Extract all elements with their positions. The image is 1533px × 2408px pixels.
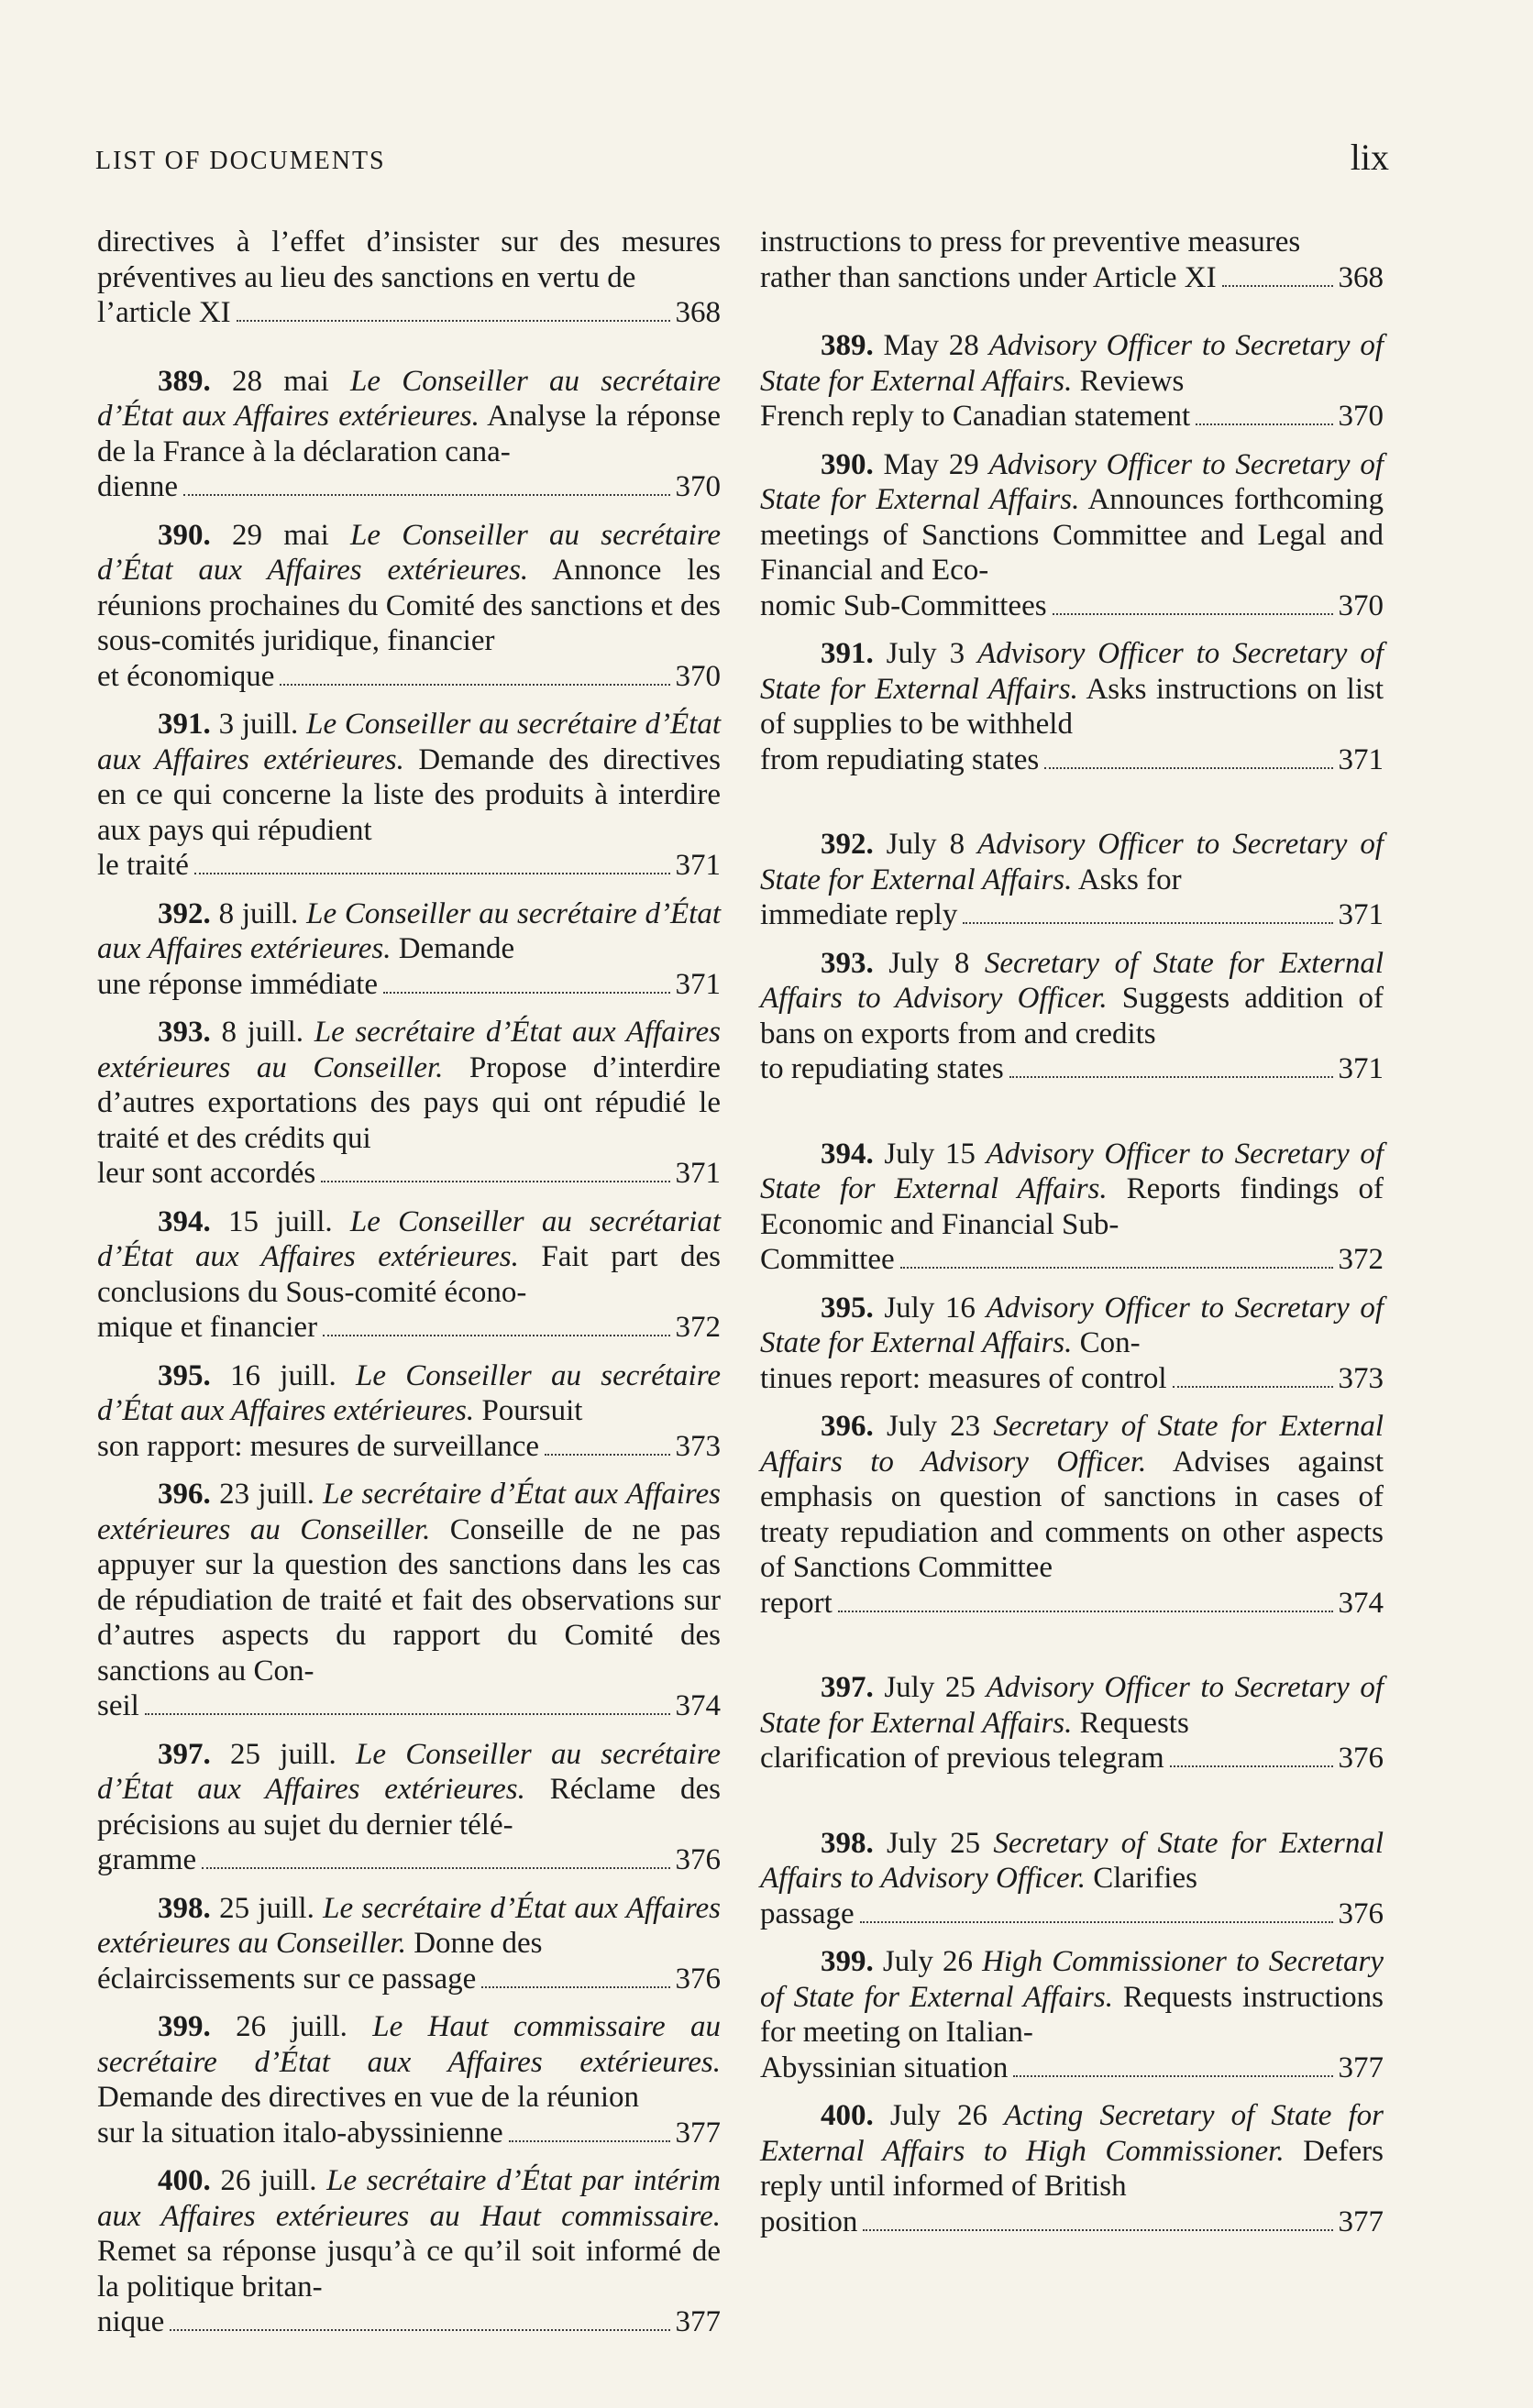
dot-leader	[1053, 613, 1333, 615]
entry-correspondents: Advisory Officer to Secretary of State for External Affairs.	[760, 637, 1384, 706]
list-entry	[760, 1291, 1384, 1397]
entry-last-line	[760, 588, 1384, 624]
entry-correspondents: High Commissioner to Secretary of State for External Affairs.	[760, 1945, 1384, 2014]
entry-date: 29 mai	[232, 518, 329, 552]
entry-page-number: 377	[1338, 2051, 1384, 2084]
entry-number: 394.	[821, 1137, 874, 1171]
entry-correspondents: Le Conseiller au secrétaire d’État aux Affaires extérieures.	[97, 1737, 721, 1806]
entry-last-line	[97, 848, 721, 884]
entry-summary: Remet sa réponse jusqu’à ce qu’il soit informé de la politique britan-	[97, 2235, 721, 2304]
dot-leader	[545, 1454, 669, 1456]
entry-correspondents: Le secrétaire d’État par intérim aux Affaires extérieures au Haut commissaire.	[97, 2164, 721, 2233]
entry-summary-end: passage	[760, 1897, 855, 1930]
entry-page-number: 371	[675, 849, 721, 882]
dot-leader	[1222, 285, 1333, 287]
entry-date: 25 juill.	[219, 1891, 314, 1925]
dot-leader	[170, 2329, 669, 2331]
entry-correspondents: Advisory Officer to Secretary of State for External Affairs.	[760, 329, 1384, 398]
list-entry	[97, 1891, 721, 1997]
list-entry	[760, 636, 1384, 777]
dot-leader	[1044, 767, 1332, 769]
list-entry	[97, 364, 721, 505]
entry-correspondents: Advisory Officer to Secretary of State for External Affairs.	[760, 828, 1384, 896]
dot-leader	[145, 1713, 670, 1715]
entry-summary-end: et économique	[97, 659, 275, 693]
entry-page-number: 371	[1338, 1052, 1384, 1085]
entry-number: 390.	[158, 518, 211, 552]
page-number: lix	[1350, 137, 1389, 178]
entry-page-number: 377	[675, 2305, 721, 2338]
entry-last-line	[97, 295, 721, 331]
entry-last-line	[760, 742, 1384, 778]
entry-number: 392.	[821, 828, 874, 861]
list-entry	[97, 1477, 721, 1724]
entry-correspondents: Le secrétaire d’État aux Affaires extérieures au Conseiller.	[97, 1016, 721, 1084]
entry-date: 16 juill.	[230, 1358, 336, 1392]
dot-leader	[194, 873, 670, 874]
entry-correspondents: Le secrétaire d’État aux Affaires extérieures au Conseiller.	[97, 1891, 721, 1960]
entry-summary: Demande	[398, 932, 515, 965]
entry-last-line	[97, 1429, 721, 1465]
entry-last-line	[760, 1741, 1384, 1776]
entry-page-number: 377	[675, 2116, 721, 2150]
entry-summary-end: le traité	[97, 849, 189, 882]
entry-summary-end: Abyssinian situation	[760, 2051, 1009, 2084]
entry-last-line	[97, 1156, 721, 1192]
entry-summary-end: son rapport: mesures de surveillance	[97, 1429, 540, 1463]
dot-leader	[280, 684, 669, 686]
dot-leader	[481, 1986, 669, 1988]
list-entry	[760, 1137, 1384, 1278]
entry-correspondents: Le Conseiller au secrétaire d’État aux Affaires extérieures.	[97, 518, 722, 587]
entry-summary-end: report	[760, 1586, 833, 1620]
entry-page-number: 376	[1338, 1897, 1384, 1930]
entry-last-line	[97, 659, 721, 695]
list-entry	[760, 1409, 1384, 1621]
french-column	[97, 225, 721, 2340]
entry-page-number: 371	[675, 1157, 721, 1190]
list-entry	[760, 1944, 1384, 2085]
dot-leader	[321, 1181, 669, 1182]
entry-date: 23 juill.	[219, 1478, 314, 1511]
entry-date: 26 juill.	[236, 2010, 347, 2043]
entry-date: May 28	[883, 329, 979, 362]
entry-number: 396.	[821, 1410, 874, 1443]
entry-last-line	[760, 1051, 1384, 1087]
entry-last-line	[760, 260, 1384, 296]
entry-summary: Demande des directives en vue de la réunion	[97, 2081, 640, 2114]
entry-last-line	[97, 1842, 721, 1878]
dot-leader	[323, 1335, 669, 1336]
entry-number: 391.	[821, 637, 874, 670]
entry-date: July 26	[889, 2099, 987, 2132]
entry-summary: Reviews	[1079, 364, 1185, 398]
entry-page-number: 372	[675, 1311, 721, 1344]
entry-last-line	[97, 1310, 721, 1346]
entry-date: 26 juill.	[220, 2164, 317, 2197]
entry-correspondents: Advisory Officer to Secretary of State for External Affairs.	[760, 447, 1384, 516]
entry-correspondents: Le Conseiller au secrétaire d’État aux Affaires extérieures.	[97, 364, 722, 433]
entry-number: 389.	[158, 364, 211, 398]
entry-summary: Con-	[1079, 1326, 1141, 1359]
entry-summary-end: sur la situation italo-abyssinienne	[97, 2116, 503, 2150]
dot-leader	[963, 922, 1332, 924]
entry-summary-end: l’article XI	[97, 296, 231, 329]
entry-summary-end: nique	[97, 2305, 165, 2338]
entry-summary: Poursuit	[481, 1394, 583, 1427]
entry-number: 397.	[821, 1671, 874, 1704]
entry-date: July 8	[886, 828, 965, 861]
entry-page-number: 370	[1338, 400, 1384, 433]
entry-page-number: 370	[1338, 588, 1384, 622]
entry-correspondents: Le Haut commissaire au secrétaire d’État aux Affaires extérieures.	[97, 2010, 721, 2079]
entry-summary-end: rather than sanctions under Article XI	[760, 260, 1217, 294]
entry-last-line	[97, 1962, 721, 1997]
entry-summary: Defers reply until informed of British	[760, 2134, 1384, 2203]
entry-last-line	[97, 967, 721, 1003]
entry-number: 391.	[158, 708, 211, 741]
entry-summary: Announces forthcoming meetings of Sanctions Committee and Legal and Financial and Eco-	[760, 483, 1384, 587]
entry-summary-end: leur sont accordés	[97, 1157, 316, 1190]
list-entry	[97, 1737, 721, 1878]
entry-page-number: 370	[675, 659, 721, 693]
entry-page-number: 374	[1338, 1586, 1384, 1620]
entry-number: 399.	[158, 2010, 211, 2043]
dot-leader	[900, 1267, 1333, 1269]
entry-summary: Donne des	[414, 1927, 543, 1960]
entry-correspondents: Le Conseiller au secrétaire d’État aux Affaires extérieures.	[97, 896, 722, 965]
entry-summary-end: position	[760, 2205, 858, 2238]
entry-correspondents: Advisory Officer to Secretary of State for External Affairs.	[760, 1671, 1384, 1740]
entry-number: 394.	[158, 1204, 211, 1238]
entry-last-line	[97, 469, 721, 505]
list-entry	[760, 225, 1384, 295]
entry-date: July 26	[882, 1945, 973, 1978]
dot-leader	[1170, 1765, 1333, 1767]
entry-summary-end: to repudiating states	[760, 1052, 1004, 1085]
entry-correspondents: Secretary of State for External Affairs to Advisory Officer.	[760, 1410, 1384, 1479]
entry-summary: Réclame des précisions au sujet du dernier télé-	[97, 1773, 721, 1842]
entry-correspondents: Acting Secretary of State for External Affairs to High Commissioner.	[760, 2099, 1384, 2168]
entry-page-number: 373	[1338, 1361, 1384, 1395]
entry-date: July 8	[888, 946, 970, 980]
entry-summary: Fait part des conclusions du Sous-comité écono-	[97, 1240, 721, 1309]
list-entry	[97, 518, 721, 695]
list-entry	[760, 946, 1384, 1087]
entry-summary-end: immediate reply	[760, 898, 958, 931]
list-entry	[760, 447, 1384, 624]
entry-date: July 23	[886, 1410, 981, 1443]
entry-correspondents: Le Conseiller au secrétariat d’État aux Affaires extérieures.	[97, 1204, 722, 1273]
entry-summary: Advises against emphasis on question of sanctions in cases of treaty repudiation and comments on other aspects of Sanctions Committee	[760, 1445, 1384, 1584]
entry-page-number: 371	[1338, 742, 1384, 776]
dot-leader	[860, 1921, 1333, 1923]
entry-page-number: 372	[1338, 1243, 1384, 1276]
entry-correspondents: Secretary of State for External Affairs to Advisory Officer.	[760, 1826, 1384, 1895]
entry-page-number: 371	[1338, 898, 1384, 931]
entry-number: 399.	[821, 1945, 874, 1978]
list-entry	[760, 1826, 1384, 1932]
entry-summary: Requests instructions for meeting on Italian-	[760, 1980, 1384, 2049]
entry-page-number: 376	[1338, 1742, 1384, 1775]
entry-summary-end: gramme	[97, 1843, 197, 1876]
entry-date: 8 juill.	[221, 1016, 304, 1049]
entry-page-number: 368	[1338, 260, 1384, 294]
entry-correspondents: Le Conseiller au secrétaire d’État aux Affaires extérieures.	[97, 1358, 721, 1427]
list-entry	[760, 1670, 1384, 1776]
entry-last-line	[760, 399, 1384, 434]
list-entry	[97, 1358, 721, 1465]
entry-date: May 29	[883, 447, 979, 481]
entry-last-line	[760, 897, 1384, 933]
entry-summary: Propose d’interdire d’autres exportations des pays qui ont répudié le traité et des crédits qui	[97, 1050, 721, 1155]
dot-leader	[1009, 1076, 1333, 1078]
dot-leader	[1173, 1386, 1333, 1388]
dot-leader	[838, 1611, 1333, 1612]
entry-summary: Conseille de ne pas appuyer sur la question des sanctions dans les cas de répudiation de traité et fait des observations sur d’autres aspects du rapport du Comité des sanctions au Con-	[97, 1512, 721, 1688]
entry-last-line	[760, 2051, 1384, 2086]
list-entry	[97, 707, 721, 884]
entry-summary: directives à l’effet d’insister sur des mesures préventives au lieu des sanctions en vertu de	[97, 225, 721, 294]
entry-number: 396.	[158, 1478, 211, 1511]
entry-correspondents: Advisory Officer to Secretary of State for External Affairs.	[760, 1291, 1384, 1359]
entry-last-line	[760, 1897, 1384, 1932]
entry-last-line	[760, 1586, 1384, 1622]
entry-summary: Annonce les réunions prochaines du Comité des sanctions et des sous-comités juridique, financier	[97, 554, 721, 657]
list-entry	[760, 328, 1384, 434]
entry-summary: Requests	[1079, 1706, 1189, 1740]
entry-summary: Asks instructions on list of supplies to be withheld	[760, 672, 1384, 741]
entry-number: 395.	[821, 1291, 874, 1325]
entry-number: 398.	[821, 1826, 874, 1860]
dot-leader	[509, 2140, 670, 2142]
entry-page-number: 377	[1338, 2205, 1384, 2238]
entry-page-number: 373	[675, 1429, 721, 1463]
entry-last-line	[97, 2304, 721, 2340]
entry-summary-end: seil	[97, 1689, 139, 1722]
entry-date: July 3	[886, 637, 965, 670]
entry-number: 395.	[158, 1358, 211, 1392]
entry-summary: Asks for	[1077, 863, 1182, 896]
dot-leader	[383, 992, 669, 994]
entry-page-number: 376	[675, 1962, 721, 1996]
entry-correspondents: Le secrétaire d’État aux Affaires extérieures au Conseiller.	[97, 1478, 721, 1546]
entry-summary-end: éclaircissements sur ce passage	[97, 1962, 477, 1996]
entry-date: July 25	[884, 1671, 976, 1704]
entry-date: 28 mai	[232, 364, 329, 398]
dot-leader	[1013, 2075, 1332, 2077]
entry-number: 398.	[158, 1891, 211, 1925]
entry-page-number: 374	[675, 1689, 721, 1722]
entry-summary-end: tinues report: measures of control	[760, 1361, 1167, 1395]
entry-correspondents: Le Conseiller au secrétaire d’État aux Affaires extérieures.	[97, 708, 722, 776]
dot-leader	[863, 2229, 1332, 2231]
entry-summary: Clarifies	[1093, 1862, 1197, 1895]
list-entry	[97, 1015, 721, 1192]
list-entry	[97, 2163, 721, 2340]
entry-last-line	[97, 1688, 721, 1724]
entry-date: 3 juill.	[218, 708, 299, 741]
entry-summary-end: Committee	[760, 1243, 895, 1276]
entry-date: 25 juill.	[230, 1737, 336, 1771]
entry-last-line	[760, 1361, 1384, 1397]
entry-summary-end: une réponse immédiate	[97, 967, 379, 1001]
entry-number: 393.	[158, 1016, 211, 1049]
entry-summary-end: from repudiating states	[760, 742, 1040, 776]
english-column	[760, 225, 1384, 2239]
entry-last-line	[760, 1242, 1384, 1278]
entry-date: July 16	[884, 1291, 976, 1325]
dot-leader	[202, 1867, 669, 1869]
dot-leader	[237, 320, 670, 322]
entry-number: 400.	[821, 2099, 874, 2132]
entry-summary: Suggests addition of bans on exports from and credits	[760, 982, 1384, 1050]
entry-summary: Demande des directives en ce qui concerne la liste des produits à interdire aux pays qui répudient	[97, 742, 721, 847]
entry-page-number: 370	[675, 470, 721, 503]
entry-number: 393.	[821, 946, 874, 980]
entry-summary: Reports findings of Economic and Financial Sub-	[760, 1172, 1384, 1241]
entry-summary: instructions to press for preventive measures	[760, 225, 1301, 258]
entry-summary-end: nomic Sub-Committees	[760, 588, 1047, 622]
entry-number: 389.	[821, 329, 874, 362]
list-entry	[760, 2098, 1384, 2239]
entry-summary-end: dienne	[97, 470, 178, 503]
entry-summary: Analyse la réponse de la France à la déclaration cana-	[97, 400, 721, 468]
entry-number: 390.	[821, 447, 874, 481]
entry-page-number: 376	[675, 1843, 721, 1876]
list-entry	[97, 1204, 721, 1346]
entry-date: July 15	[884, 1137, 976, 1171]
entry-page-number: 371	[675, 967, 721, 1001]
list-entry	[97, 896, 721, 1003]
entry-page-number: 368	[675, 296, 721, 329]
entry-date: July 25	[886, 1826, 981, 1860]
list-entry	[760, 827, 1384, 933]
entry-number: 397.	[158, 1737, 211, 1771]
entry-summary-end: French reply to Canadian statement	[760, 400, 1191, 433]
entry-last-line	[760, 2205, 1384, 2240]
entry-date: 8 juill.	[218, 896, 299, 930]
list-entry	[97, 2009, 721, 2150]
entry-number: 392.	[158, 896, 211, 930]
dot-leader	[1196, 423, 1332, 425]
entry-correspondents: Advisory Officer to Secretary of State for External Affairs.	[760, 1137, 1384, 1205]
running-header: LIST OF DOCUMENTS	[95, 147, 386, 175]
entry-summary-end: clarification of previous telegram	[760, 1742, 1164, 1775]
entry-last-line	[97, 2116, 721, 2151]
entry-correspondents: Secretary of State for External Affairs to Advisory Officer.	[760, 946, 1384, 1015]
entry-summary-end: mique et financier	[97, 1311, 318, 1344]
entry-date: 15 juill.	[227, 1204, 333, 1238]
entry-number: 400.	[158, 2164, 211, 2197]
dot-leader	[183, 494, 670, 496]
list-entry	[97, 225, 721, 331]
